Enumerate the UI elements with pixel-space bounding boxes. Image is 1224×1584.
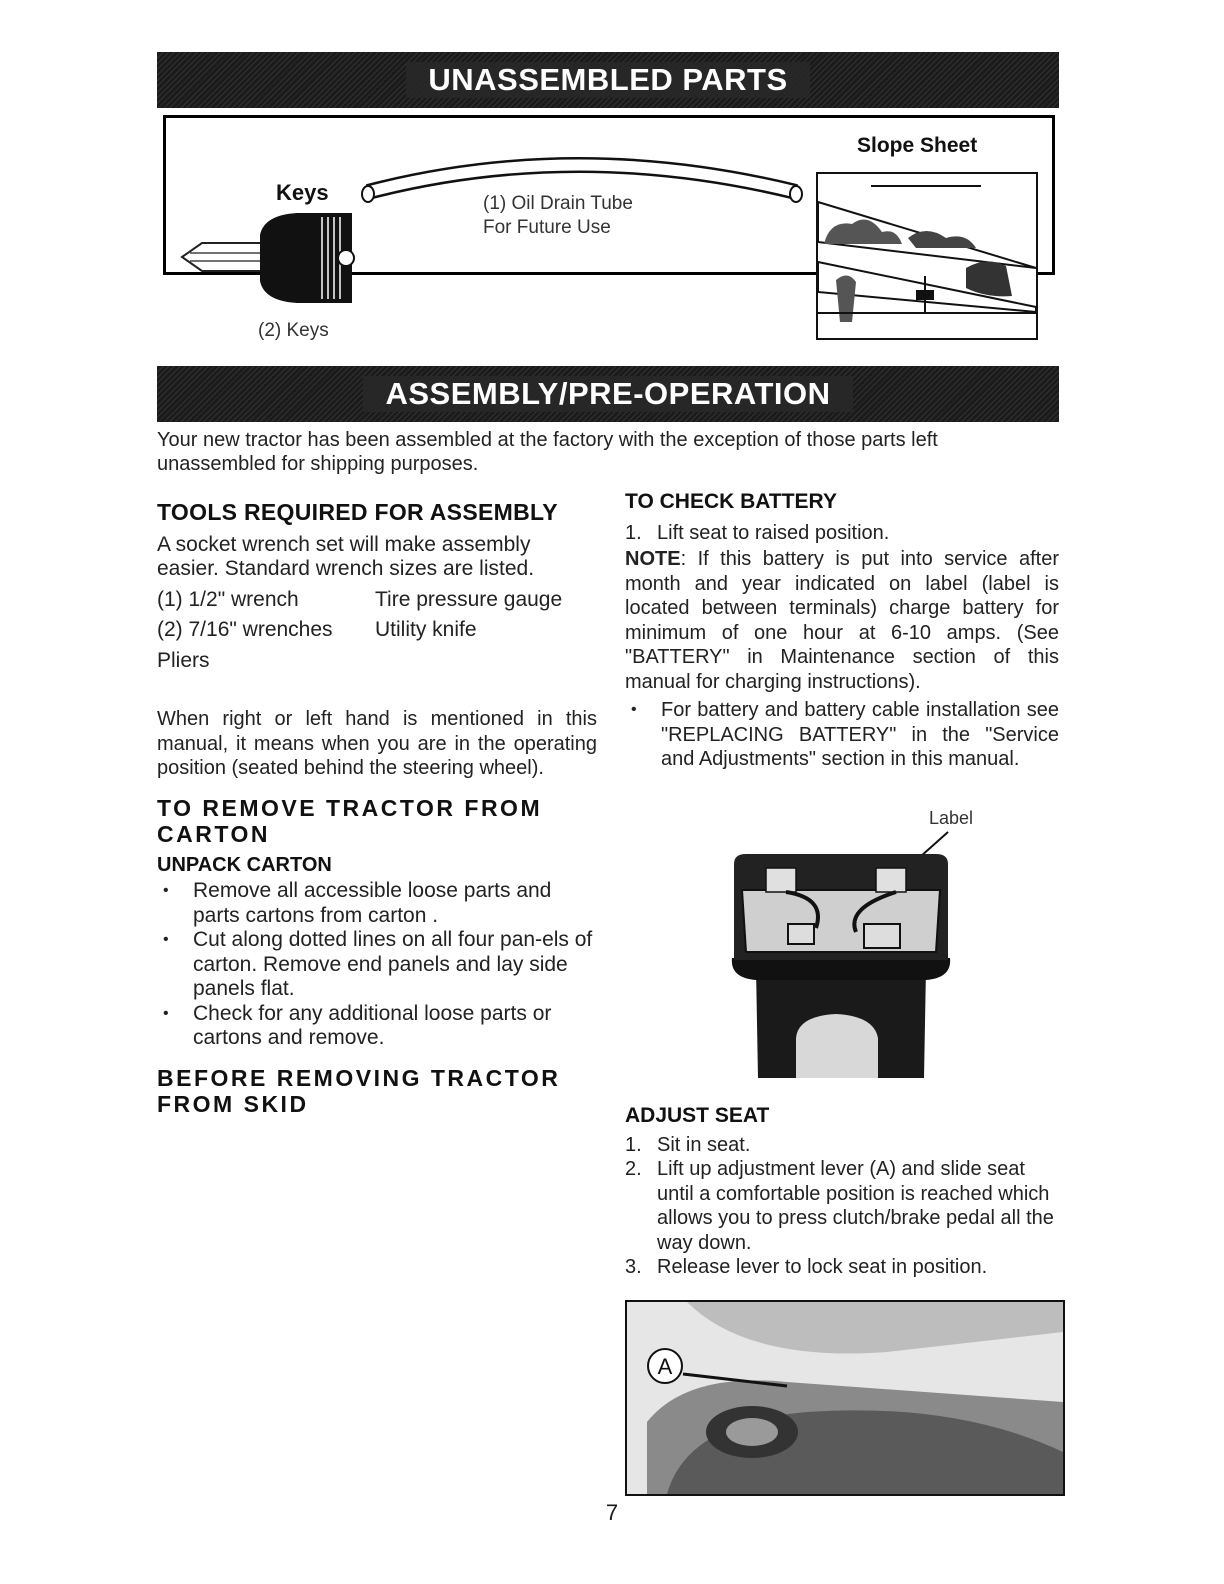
remove-heading: TO REMOVE TRACTOR FROM CARTON: [157, 794, 543, 847]
list-item: • Check for any additional loose parts or cartons and remove.: [157, 1002, 597, 1051]
banner-title: ASSEMBLY/PRE-OPERATION: [363, 376, 852, 412]
intro-paragraph: Your new tractor has been assembled at the factory with the exception of those parts left unassembled for shipping purposes.: [157, 429, 938, 475]
tools-list: [157, 588, 597, 674]
slope-sheet-label: Slope Sheet: [857, 134, 978, 157]
tool-item: [375, 649, 597, 674]
slope-sheet-icon: [816, 172, 1038, 340]
list-item: 2. Lift up adjustment lever (A) and slide seat until a comfortable position is reached which allows you to press clutch/brake pedal all the way down.: [625, 1158, 1054, 1254]
page-number: 7: [605, 1500, 619, 1525]
tools-heading: TOOLS REQUIRED FOR ASSEMBLY: [157, 499, 558, 525]
tools-text: A socket wrench set will make assembly easier. Standard wrench sizes are listed.: [157, 532, 535, 580]
battery-steps: [625, 521, 1059, 546]
list-item: 1. Lift seat to raised position.: [625, 521, 890, 544]
unassembled-parts-banner: [157, 52, 1059, 108]
banner-title: UNASSEMBLED PARTS: [406, 62, 809, 98]
list-item: 1. Sit in seat.: [625, 1133, 751, 1156]
seat-lever-illustration: [625, 1300, 1065, 1496]
skid-heading: BEFORE REMOVING TRACTOR FROM SKID: [157, 1064, 561, 1117]
battery-bullets: [625, 698, 1059, 772]
keys-label: Keys: [276, 180, 329, 205]
list-item: 3. Release lever to lock seat in position.: [625, 1256, 988, 1278]
keys-caption: (2) Keys: [258, 320, 329, 341]
list-item: • For battery and battery cable installation see "REPLACING BATTERY" in the "Service and Adjustments" section in this manual.: [625, 698, 1059, 772]
list-item: • Cut along dotted lines on all four pan-els of carton. Remove end panels and lay side panels flat.: [157, 928, 597, 1002]
lever-callout: A: [657, 1354, 673, 1379]
adjust-seat-section: [625, 1104, 1059, 1280]
tool-item: Tire pressure gauge: [375, 587, 563, 611]
left-column: [157, 500, 597, 1117]
unpack-list: [157, 879, 597, 1051]
battery-heading: TO CHECK BATTERY: [625, 490, 837, 513]
tool-item: (2) 7/16" wrenches: [157, 618, 333, 641]
list-item: • Remove all accessible loose parts and parts cartons from carton .: [157, 879, 597, 928]
battery-note: [625, 547, 1059, 694]
label-callout: Label: [929, 808, 974, 828]
battery-icon: [726, 828, 956, 1086]
assembly-pre-operation-banner: [157, 366, 1059, 422]
tool-item: Pliers: [157, 648, 210, 672]
tool-item: Utility knife: [375, 618, 477, 641]
seat-steps: [625, 1133, 1059, 1280]
oil-tube-caption-line2: For Future Use: [483, 217, 611, 238]
unpack-heading: UNPACK CARTON: [157, 853, 332, 876]
hand-text: When right or left hand is mentioned in this manual, it means when you are in the operating position (seated behind the steering wheel).: [157, 708, 597, 779]
tool-item: (1) 1/2" wrench: [157, 587, 299, 611]
key-icon: [172, 205, 362, 315]
note-label: NOTE: [625, 548, 681, 570]
seat-lever-icon: [627, 1302, 1063, 1494]
note-text: : If this battery is put into service after month and year indicated on label (label is located between terminals) charge battery for minimum of one hour at 6-10 amps. (See "BATTERY" in Maintenance section of this manual for charging instructions).: [625, 548, 1059, 693]
right-column: [625, 490, 1059, 772]
oil-tube-caption-line1: (1) Oil Drain Tube: [483, 193, 633, 214]
seat-heading: ADJUST SEAT: [625, 1104, 770, 1127]
